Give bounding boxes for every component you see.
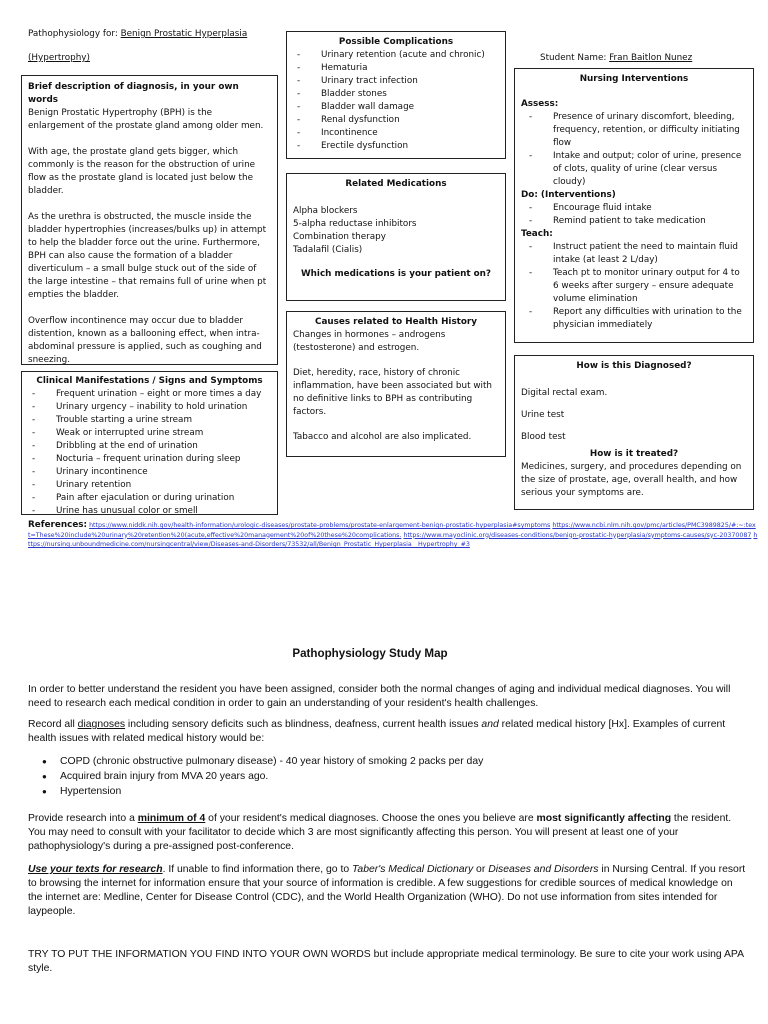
description-paragraph: Overflow incontinence may occur due to bladder distention, known as a ballooning effect, when intra-abdominal pressure is applied, such as coughing and sneezing. (28, 316, 262, 365)
pathophysiology-label: Pathophysiology for: (28, 29, 121, 39)
study-map-intro (28, 683, 746, 711)
tabers-ref: Taber's Medical Dictionary (352, 864, 474, 875)
diseases-disorders-ref: Diseases and Disorders (488, 864, 599, 875)
examples-list (28, 755, 746, 799)
diagnostic-test: Digital rectal exam. (521, 388, 608, 398)
research-paragraph (28, 863, 746, 919)
research-text: or (473, 864, 489, 875)
use-texts-label: Use your texts for research (28, 864, 163, 875)
description-box (21, 75, 278, 365)
examples-list-wrap (28, 755, 746, 799)
nursing-title: Nursing Interventions (579, 74, 689, 84)
record-paragraph (28, 718, 746, 746)
diagnostic-test: Urine test (521, 410, 565, 420)
references-block (28, 521, 758, 550)
medication-item: Combination therapy (293, 232, 386, 242)
list-item: - Renal dysfunction (289, 114, 503, 127)
list-item: - Urinary incontinence (24, 466, 275, 479)
study-map-provide (28, 812, 746, 854)
list-item: - Trouble starting a urine stream (24, 414, 275, 427)
diagnosis-alt-name: (Hypertrophy) (28, 53, 90, 63)
list-item: ● Hypertension (28, 785, 746, 799)
teach-list (521, 241, 747, 332)
try-paragraph: TRY TO PUT THE INFORMATION YOU FIND INTO YOUR OWN WORDS but include appropriate medical terminology. Be sure to cite your work using APA style. (28, 949, 744, 974)
teach-label: Teach: (521, 229, 553, 239)
list-item: - Bladder stones (289, 88, 503, 101)
student-name-label: Student Name: (540, 53, 610, 63)
medication-item: 5-alpha reductase inhibitors (293, 219, 417, 229)
study-map-record (28, 718, 746, 746)
list-item: - Encourage fluid intake (521, 202, 747, 215)
assess-label: Assess: (521, 99, 559, 109)
research-text: in Nursing Central. If you resort to browsing the internet for information ensure that your source of information is credible. A few suggestions for credible sources of medical knowledge on the internet are: Medline, Center for Disease Control (CDC), and the World Health Organization (WHO). Do not use information from sites intended for laypeople. (28, 864, 746, 917)
description-paragraph: As the urethra is obstructed, the muscle inside the bladder hypertrophies (increases/bulks up) in attempt to help the bladder force out the urine. Furthermore, BPH can also cause the formation of a bladder diverticulum – a small bulge stuck out of the side of the large intestine – that remains full of urine when pt empties the bladder. (28, 212, 267, 300)
causes-title: Causes related to Health History (315, 317, 477, 327)
manifestations-box (21, 371, 278, 515)
list-item: ● Acquired brain injury from MVA 20 years ago. (28, 770, 746, 784)
list-item: - Urine has unusual color or smell (24, 505, 275, 518)
description-paragraph: With age, the prostate gland gets bigger, which commonly is the reason for the obstruction of urine flow as the prostate gland is located just below the bladder. (28, 147, 256, 196)
list-item: - Hematuria (289, 62, 503, 75)
student-name: Fran Baitlon Nunez (609, 53, 693, 63)
list-item: - Report any difficulties with urination to the physician immediately (521, 306, 747, 332)
medications-title: Related Medications (345, 179, 447, 189)
list-item: - Erectile dysfunction (289, 140, 503, 153)
provide-minimum: minimum of 4 (137, 813, 206, 824)
nursing-interventions-box (514, 68, 754, 343)
medications-box (286, 173, 506, 301)
diagnostic-test: Blood test (521, 432, 566, 442)
medication-item: Tadalafil (Cialis) (293, 245, 363, 255)
assess-list (521, 111, 747, 189)
provide-text: the resident. You may need to consult with your facilitator to decide which 3 are most significantly affecting this person. You will present at least one of your pathophysiology's during a pre-assigned post-conference. (28, 813, 732, 852)
record-diagnoses: diagnoses (77, 719, 126, 730)
causes-paragraph: Changes in hormones – androgens (testosterone) and estrogen. (293, 330, 446, 353)
record-text: Record all (28, 719, 78, 730)
list-item: ● COPD (chronic obstructive pulmonary disease) - 40 year history of smoking 2 packs per day (28, 755, 746, 769)
medications-question: Which medications is your patient on? (300, 269, 492, 279)
list-item: - Urinary retention (24, 479, 275, 492)
reference-link[interactable]: https://www.niddk.nih.gov/health-information/urologic-diseases/prostate-problems/prostate-enlargement-benign-prostatic-hyperplasia#symptoms (89, 522, 551, 529)
description-paragraph: Benign Prostatic Hypertrophy (BPH) is the enlargement of the prostate gland among older men. (28, 108, 264, 131)
complications-title: Possible Complications (338, 37, 454, 47)
references-label: References: (28, 520, 88, 530)
provide-text: of your resident's medical diagnoses. Choose the ones you believe are (205, 813, 537, 824)
research-text: . If unable to find information there, go to (162, 864, 353, 875)
do-label: Do: (Interventions) (521, 190, 616, 200)
list-item: - Urinary tract infection (289, 75, 503, 88)
causes-paragraph: Diet, heredity, race, history of chronic inflammation, have been associated but with no definitive links to BPH as contributing factors. (293, 368, 493, 417)
list-item: - Incontinence (289, 127, 503, 140)
provide-paragraph (28, 812, 746, 854)
list-item: - Bladder wall damage (289, 101, 503, 114)
study-map-title: Pathophysiology Study Map (292, 647, 448, 660)
diagnosis-box (514, 355, 754, 510)
causes-paragraph: Tabacco and alcohol are also implicated. (293, 432, 472, 442)
diagnosis-header (28, 28, 278, 41)
complications-box (286, 31, 506, 159)
study-map-research (28, 863, 746, 919)
provide-text: Provide research into a (28, 813, 138, 824)
intro-paragraph: In order to better understand the resident you have been assigned, consider both the normal changes of aging and individual medical diagnoses. You will need to research each medical condition in order to gain an understanding of your resident's health challenges. (28, 684, 731, 709)
list-item: - Urinary retention (acute and chronic) (289, 49, 503, 62)
list-item: - Urinary urgency – inability to hold urination (24, 401, 275, 414)
reference-link[interactable]: https://nursing.unboundmedicine.com/nursingcentral/view/Diseases-and-Disorders/73532/all/Benign_Prostatic_Hyperplasia__Hypertrophy_#3 (28, 531, 758, 548)
complications-list (289, 49, 503, 153)
manifestations-list (24, 388, 275, 518)
reference-link[interactable]: https://www.ncbi.nlm.nih.gov/pmc/articles/PMC3989825/#:~:text=These%20include%20urinary%20retention%20(acute,effective%20management%20of%20these%20complications. (28, 522, 756, 539)
diagnosis-name: Benign Prostatic Hyperplasia (120, 29, 248, 39)
list-item: - Intake and output; color of urine, presence of clots, quality of urine (clear versus cloudy) (521, 150, 747, 189)
list-item: - Frequent urination – eight or more times a day (24, 388, 275, 401)
list-item: - Nocturia – frequent urination during sleep (24, 453, 275, 466)
treated-title: How is it treated? (589, 449, 679, 459)
reference-link[interactable]: https://www.mayoclinic.org/diseases-conditions/benign-prostatic-hyperplasia/symptoms-causes/syc-20370087 (403, 531, 752, 539)
do-list (521, 202, 747, 228)
record-text: related medical history [Hx]. Examples of current health issues with related medical history would be: (28, 719, 726, 744)
list-item: - Pain after ejaculation or during urination (24, 492, 275, 505)
list-item: - Presence of urinary discomfort, bleeding, frequency, retention, or difficulty initiating flow (521, 111, 747, 150)
list-item: - Dribbling at the end of urination (24, 440, 275, 453)
treated-text: Medicines, surgery, and procedures depending on the size of prostate, age, overall health, and how serious your symptoms are. (521, 462, 742, 498)
description-title: Brief description of diagnosis, in your own words (28, 82, 239, 105)
list-item: - Remind patient to take medication (521, 215, 747, 228)
list-item: - Weak or interrupted urine stream (24, 427, 275, 440)
record-text: including sensory deficits such as blindness, deafness, current health issues (125, 719, 482, 730)
student-name-line (540, 52, 692, 65)
list-item: - Teach pt to monitor urinary output for 4 to 6 weeks after surgery – ensure adequate volume elimination (521, 267, 747, 306)
provide-emphasis: most significantly affecting (536, 813, 672, 824)
record-and: and (481, 719, 499, 730)
diagnosed-title: How is this Diagnosed? (576, 361, 692, 371)
medication-item: Alpha blockers (293, 206, 358, 216)
list-item: - Instruct patient the need to maintain fluid intake (at least 2 L/day) (521, 241, 747, 267)
manifestations-title: Clinical Manifestations / Signs and Symptoms (36, 376, 263, 386)
causes-box (286, 311, 506, 457)
study-map-try (28, 948, 746, 976)
